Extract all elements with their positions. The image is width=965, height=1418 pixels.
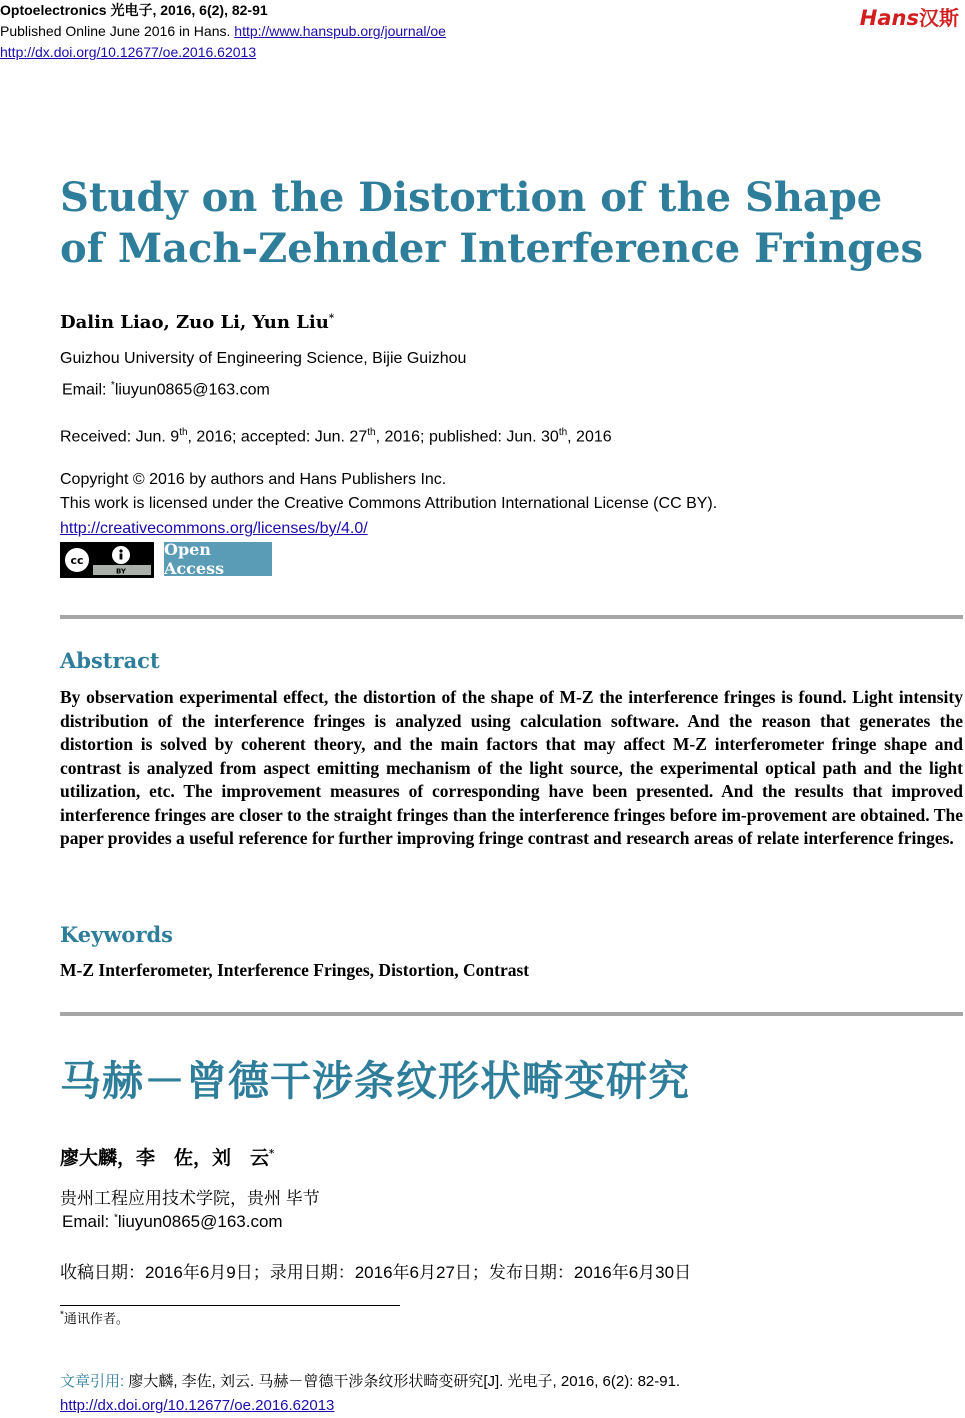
footnote-rule [60,1305,400,1306]
journal-info: Optoelectronics 光电子, 2016, 6(2), 82-91 [0,2,268,18]
license-link[interactable]: http://creativecommons.org/licenses/by/4.0/ [60,520,368,537]
published-sup: th [558,427,568,438]
accepted-date: , 2016; accepted: Jun. 27 [187,428,368,446]
chinese-email-address: liuyun0865@163.com [117,1212,283,1231]
cc-by-badge[interactable] [60,542,154,578]
chinese-authors [60,1143,274,1170]
keywords-text: M-Z Interferometer, Interference Fringes, Distortion, Contrast [60,960,530,980]
svg-text:BY: BY [115,567,127,576]
email-address: liuyun0865@163.com [114,381,270,399]
received-date: Received: Jun. 9 [60,428,180,446]
chinese-email-label: Email: [62,1212,114,1231]
footnote-text: 通讯作者。 [63,1311,129,1326]
chinese-email-line [62,1212,283,1232]
journal-url-link[interactable]: http://www.hanspub.org/journal/oe [234,23,446,39]
cc-by-icon [61,543,153,577]
email-line [62,374,270,402]
chinese-affiliation: 贵州工程应用技术学院，贵州 毕节 [60,1189,320,1208]
chinese-dates: 收稿日期：2016年6月9日；录用日期：2016年6月27日；发布日期：2016年6月30日 [60,1263,692,1282]
chinese-corresponding-mark: * [269,1148,275,1160]
paper-title: Study on the Distortion of the Shape of Mach-Zehnder Interference Fringes [60,174,924,272]
abstract-text: By observation experimental effect, the distortion of the shape of M-Z the interference fringes is found. Light intensity distribution of the interference fringes is analyzed using calculation software. And the reason that generates the distortion is solved by coherent theory, and the main factors that may affect M-Z interferometer fringe shape and contrast is analyzed from aspect emitting mechanism of the light source, the experimental optical path and the light utilization, etc. The improvement measures of corresponding have been presented. And the results that improved interference fringes are closer to the straight fringes than the interference fringes before im-provement are obtained. The paper provides a useful reference for further improving fringe contrast and research areas of relate interference fringes. [60,687,963,848]
logo-cn-text: 汉斯 [919,6,959,30]
received-sup: th [179,427,188,438]
logo-hans-text: Hans [859,6,919,30]
chinese-author-names: 廖大麟，李 佐，刘 云 [60,1147,270,1169]
doi-link[interactable]: http://dx.doi.org/10.12677/oe.2016.62013 [0,44,257,60]
license-text: This work is licensed under the Creative Commons Attribution International License (CC BY). [60,495,718,512]
email-label: Email: [62,381,111,399]
chinese-email-mark: * [113,1212,118,1224]
abstract-heading: Abstract [60,648,160,673]
footnote [60,1308,129,1327]
citation-text: 廖大麟, 李佐, 刘云. 马赫－曾德干涉条纹形状畸变研究[J]. 光电子, 2016, 6(2): 82-91. [128,1373,681,1390]
svg-text:cc: cc [70,554,84,567]
corresponding-mark: * [328,313,335,324]
hans-logo [860,2,959,31]
section-divider [60,615,963,619]
author-names: Dalin Liao, Zuo Li, Yun Liu [60,312,329,333]
dates-end: , 2016 [567,428,612,446]
accepted-sup: th [367,427,376,438]
published-prefix: Published Online June 2016 in Hans. [0,23,235,39]
open-access-badge[interactable]: Open Access [164,542,272,576]
chinese-title: 马赫－曾德干涉条纹形状畸变研究 [60,1057,690,1105]
citation-lead: 文章引用: [60,1373,129,1390]
keywords-heading: Keywords [60,922,174,947]
citation [60,1370,680,1418]
section-divider-2 [60,1012,963,1016]
copyright: Copyright © 2016 by authors and Hans Publishers Inc. [60,471,447,488]
published-date: , 2016; published: Jun. 30 [375,428,559,446]
authors [60,312,334,333]
citation-doi-link[interactable]: http://dx.doi.org/10.12677/oe.2016.62013 [60,1397,335,1414]
affiliation: Guizhou University of Engineering Science, Bijie Guizhou [60,350,467,367]
dates-line [60,421,612,449]
published-line [0,21,446,42]
email-mark: * [110,380,115,391]
footnote-mark: * [60,1309,64,1321]
journal-header [0,0,446,63]
